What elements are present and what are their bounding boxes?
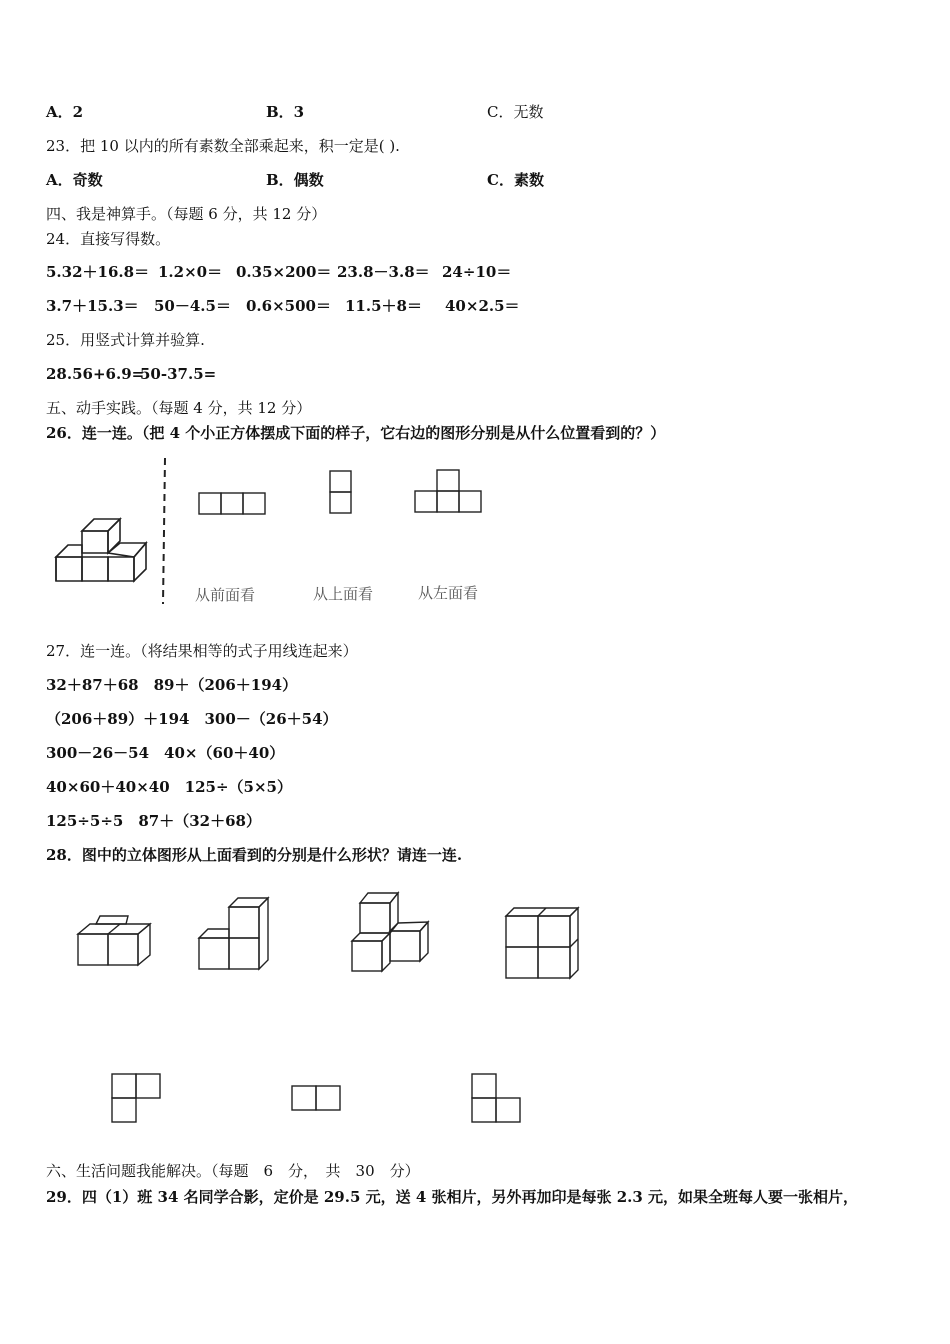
q27-row-5: 125÷5÷5 87＋（32＋68） (46, 812, 261, 830)
q28-solid-4 (504, 906, 580, 980)
q29-prompt: 29．四（1）班 34 名同学合影，定价是 29.5 元，送 4 张相片，另外再加印是每张 2.3 元，如果全班每人要一张相片， (46, 1188, 859, 1206)
q24-r2-c4: 11.5＋8＝ (345, 297, 422, 315)
q24-r1-c1: 5.32＋16.8＝ (46, 263, 150, 281)
q24-prompt: 24．直接写得数。 (46, 230, 171, 248)
q22-option-c: C．无数 (487, 103, 544, 121)
q23-prompt: 23．把 10 以内的所有素数全部乘起来，积一定是( ). (46, 137, 400, 155)
section-6-title: 六、生活问题我能解决。（每题 6 分， 共 30 分） (46, 1162, 420, 1180)
q28-top-view-two-squares (291, 1085, 343, 1113)
q26-prompt: 26．连一连。（把 4 个小正方体摆成下面的样子，它右边的图形分别是从什么位置看到的？） (46, 424, 666, 442)
q24-r2-c2: 50－4.5＝ (154, 297, 231, 315)
divider-dashed-line (160, 458, 170, 608)
q28-top-view-reverse-l (471, 1073, 523, 1123)
q24-r2-c3: 0.6×500＝ (246, 297, 331, 315)
q23-option-a: A．奇数 (46, 171, 103, 189)
q28-solid-1 (76, 914, 152, 968)
section-5-title: 五、动手实践。（每题 4 分，共 12 分） (46, 399, 312, 417)
q27-row-3: 300－26－54 40×（60＋40） (46, 744, 285, 762)
q28-solid-3 (350, 891, 434, 975)
view-three-in-row (198, 492, 268, 516)
q24-r1-c5: 24÷10＝ (442, 263, 512, 281)
view-t-shape (414, 469, 484, 515)
q25-item-1: 28.56+6.9= (46, 365, 145, 383)
q27-prompt: 27．连一连。（将结果相等的式子用线连起来） (46, 642, 358, 660)
q23-option-b: B．偶数 (266, 171, 324, 189)
q25-item-2: 50-37.5= (140, 365, 217, 383)
q24-r1-c2: 1.2×0＝ (158, 263, 223, 281)
q28-prompt: 28．图中的立体图形从上面看到的分别是什么形状？请连一连. (46, 846, 463, 864)
q24-r1-c4: 23.8－3.8＝ (337, 263, 430, 281)
q24-r2-c1: 3.7＋15.3＝ (46, 297, 139, 315)
q24-r2-c5: 40×2.5＝ (445, 297, 520, 315)
label-front-view: 从前面看 (195, 586, 256, 604)
q23-option-c: C．素数 (487, 171, 544, 189)
q22-option-a: A．2 (46, 103, 84, 121)
q24-r1-c3: 0.35×200＝ (236, 263, 332, 281)
label-top-view: 从上面看 (313, 585, 374, 603)
q27-row-4: 40×60＋40×40 125÷（5×5） (46, 778, 292, 796)
q25-prompt: 25．用竖式计算并验算. (46, 331, 205, 349)
q22-option-b: B．3 (266, 103, 305, 121)
q27-row-2: （206＋89）＋194 300－（26＋54） (46, 710, 338, 728)
q28-top-view-l-shape (111, 1073, 163, 1123)
label-left-view: 从左面看 (418, 584, 479, 602)
section-4-title: 四、我是神算手。（每题 6 分，共 12 分） (46, 205, 327, 223)
q28-solid-2 (198, 897, 272, 971)
view-two-stacked (329, 470, 353, 516)
q27-row-1: 32＋87＋68 89＋（206＋194） (46, 676, 298, 694)
